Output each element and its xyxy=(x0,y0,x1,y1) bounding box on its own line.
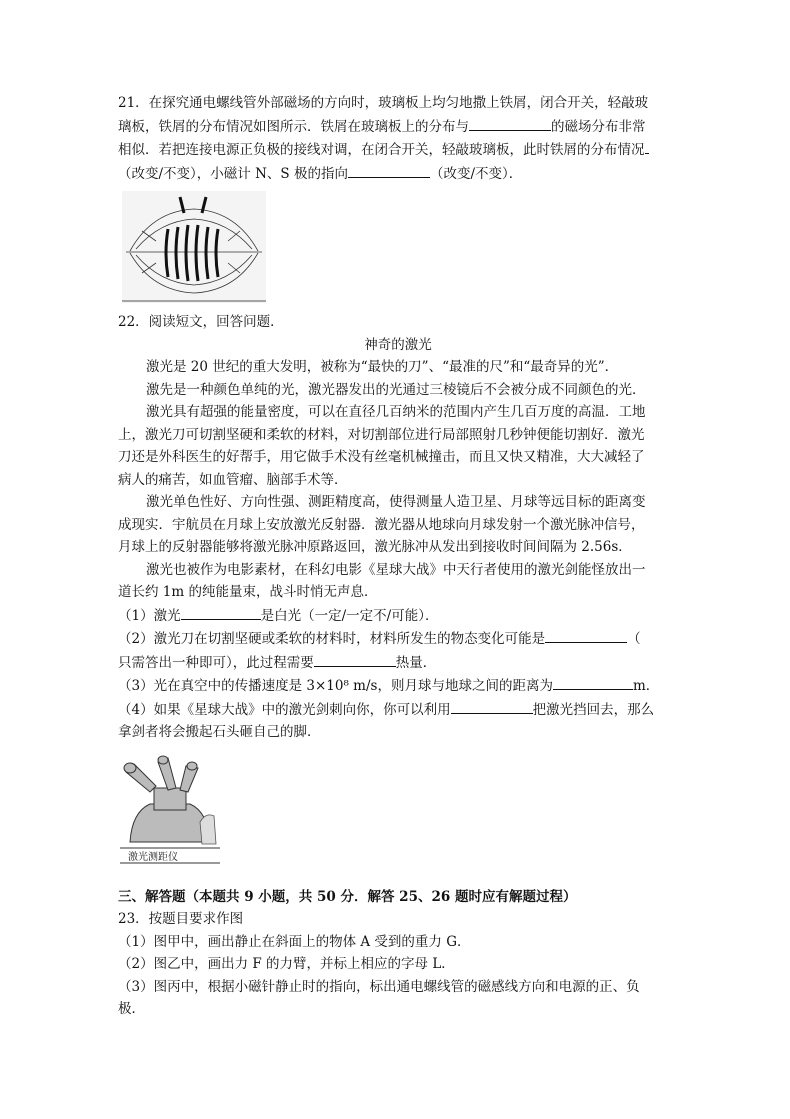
q23-item-2: （2）图乙中，画出力 F 的力臂，并标上相应的字母 L． xyxy=(118,956,455,972)
q21-line4: （改变/不变），小磁计 N、S 极的指向 （改变/不变）． xyxy=(118,162,678,186)
article-p5-l2: 道长约 1m 的纯能量束，战斗时悄无声息． xyxy=(118,584,378,600)
q21-line2: 璃板，铁屑的分布情况如图所示．铁屑在玻璃板上的分布与 的磁场分布非常 xyxy=(118,115,678,139)
answer-blank[interactable] xyxy=(314,651,396,667)
sub-question-2: （2）激光刀在切割坚硬或柔软的材料时，材料所发生的物态变化可能是 （ xyxy=(118,627,678,651)
section-3-heading: 三、解答题（本题共 9 小题，共 50 分．解答 25、26 题时应有解题过程） xyxy=(118,888,577,905)
article-p3-l1: 激光具有超强的能量密度，可以在直径几百纳米的范围内产生几百万度的高温．工地 xyxy=(146,404,646,420)
article-title: 神奇的激光 xyxy=(364,336,432,353)
q21-line1: 21．在探究通电螺线管外部磁场的方向时，玻璃板上均匀地撒上铁屑，闭合开关，轻敲玻 xyxy=(118,95,649,111)
answer-blank[interactable] xyxy=(553,674,633,690)
article-p3-l3: 刀还是外科医生的好帮手，用它做手术没有丝毫机械撞击，而且又快又精准，大大减轻了 xyxy=(118,449,645,465)
q21-line3: 相似．若把连接电源正负极的接线对调，在闭合开关，轻敲玻璃板，此时铁屑的分布情况 xyxy=(118,138,678,162)
laser-rangefinder-figure xyxy=(120,752,220,864)
q23-heading: 23．按题目要求作图 xyxy=(118,911,244,927)
sub-question-1: （1）激光 是白光（一定/一定不/可能）． xyxy=(118,604,678,628)
q23-item-3: （3）图丙中，根据小磁针静止时的指向，标出通电螺线管的磁感线方向和电源的正、负 xyxy=(118,978,640,995)
article-p3-l2: 上，激光刀可切割坚硬和柔软的材料，对切割部位进行局部照射几秒钟便能切割好．激光 xyxy=(118,426,645,443)
article-p3-l4: 病人的痛苦，如血管瘤、脑部手术等． xyxy=(118,471,348,488)
sub-question-4: （4）如果《星球大战》中的激光剑刺向你，你可以利用 把激光挡回去，那么 xyxy=(118,698,678,722)
sub-question-3: （3）光在真空中的传播速度是 3×10⁸ m/s，则月球与地球之间的距离为 m． xyxy=(118,674,678,698)
article-p2: 激先是一种颜色单纯的光，激光器发出的光通过三棱镜后不会被分成不同颜色的光． xyxy=(146,381,646,398)
article-p4-l1: 激光单色性好、方向性强、测距精度高，使得测量人造卫星、月球等远目标的距离变 xyxy=(146,494,646,510)
answer-blank[interactable] xyxy=(545,627,627,643)
answer-blank[interactable] xyxy=(645,138,649,154)
answer-blank[interactable] xyxy=(451,698,533,714)
article-p1: 激光是 20 世纪的重大发明，被称为“最快的刀”、“最准的尺”和“最奇异的光”． xyxy=(146,359,619,375)
q23-item-1: （1）图甲中，画出静止在斜面上的物体 A 受到的重力 G． xyxy=(118,933,471,950)
article-p4-l2: 成现实．宇航员在月球上安放激光反射器．激光器从地球向月球发射一个激光脉冲信号， xyxy=(118,516,645,533)
answer-blank[interactable] xyxy=(348,162,430,178)
q23-item-3-cont: 极． xyxy=(118,1001,145,1017)
sub-question-2-cont: 只需答出一种即可），此过程需要 热量． xyxy=(118,651,678,675)
figure-caption: 激光测距仪 xyxy=(128,851,178,863)
q22-heading: 22．阅读短文，回答问题． xyxy=(118,314,284,330)
document-page xyxy=(118,92,678,1021)
article-p4-l3: 月球上的反射器能够将激光脉冲原路返回，激光脉冲从发出到接收时间间隔为 2.56s． xyxy=(118,539,632,555)
sub-question-4-cont: 拿剑者将会搬起石头砸自己的脚． xyxy=(118,724,321,740)
iron-filings-solenoid-figure xyxy=(122,191,266,303)
article-p5-l1: 激光也被作为电影素材，在科幻电影《星球大战》中天行者使用的激光剑能怪放出一 xyxy=(146,561,646,578)
answer-blank[interactable] xyxy=(181,604,261,620)
answer-blank[interactable] xyxy=(469,115,551,131)
